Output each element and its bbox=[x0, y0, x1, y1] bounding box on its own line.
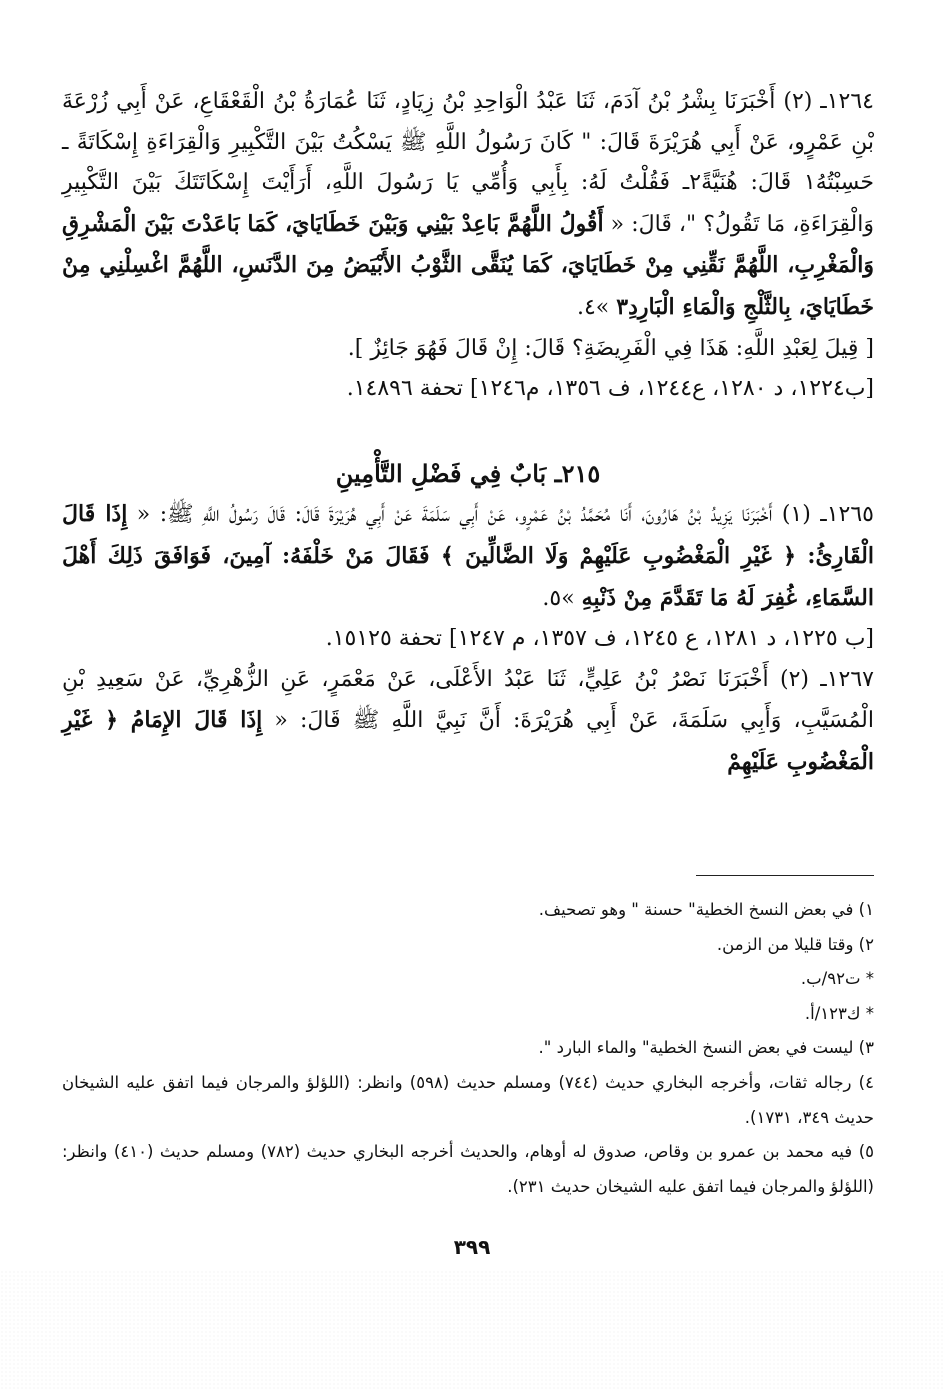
hadith-1264-narration: ١٢٦٤ـ (٢) أَخْبَرَنَا بِشْرُ بْنُ آدَمَ، ثَنَا عَبْدُ الْوَاحِدِ بْنُ زِيَادٍ، ثَنَا عُمَارَةُ بْنُ الْقَعْقَاعِ، عَنْ أَبِي زُرْعَةَ بْنِ عَمْرٍو، عَنْ أَبِي هُرَيْرَةَ قَالَ: " كَانَ رَسُولُ اللَّهِ ﷺ يَسْكُتُ بَيْنَ التَّكْبِيرِ وَالْقِرَاءَةِ إِسْكَاتَةً ـ حَسِبْتُهُ١ قَالَ: هُنَيَّةً٢ـ فَقُلْتُ لَهُ: بِأَبِي وَأُمِّي يَا رَسُولَ اللَّهِ، أَرَأَيْتَ إِسْكَاتَتَكَ بَيْنَ التَّكْبِيرِ وَالْقِرَاءَةِ، مَا تَقُولُ؟ "، قَالَ: « bbox=[62, 89, 874, 237]
hadith-1265 bbox=[62, 494, 874, 619]
hadith-1265-prophetic-text: إِذَا قَالَ الْقَارِئُ: ﴿ غَيْرِ الْمَغْضُوبِ عَلَيْهِمْ وَلَا الضَّالِّينَ ﴾ فَقَالَ مَنْ خَلْفَهُ: آمِينَ، فَوَافَقَ ذَلِكَ أَهْلَ السَّمَاءِ، غُفِرَ لَهُ مَا تَقَدَّمَ مِنْ ذَنْبِهِ bbox=[62, 501, 874, 611]
paper-texture bbox=[0, 1270, 944, 1390]
hadith-1264 bbox=[62, 82, 874, 329]
page-number: ٣٩٩ bbox=[453, 1235, 491, 1259]
hadith-1265-narration: ١٢٦٥ـ (١) أَخْبَرَنَا يَزِيدُ بْنُ هَارُونَ، أَنَا مُحَمَّدُ بْنُ عَمْرٍو، عَنْ أَبِي سَلَمَةَ عَنْ أَبِي هُرَيْرَةَ قَالَ: قَالَ رَسُولُ اللَّهِ ﷺ: « bbox=[127, 502, 874, 528]
footnote-divider bbox=[696, 875, 874, 876]
chapter-title: ٢١٥ـ بَابٌ فِي فَضْلِ التَّأْمِينِ bbox=[335, 458, 601, 488]
reference-1265: [ب ١٢٢٥، د ١٢٨١، ع ١٢٤٥، ف ١٣٥٧، م ١٢٤٧] تحفة ١٥١٢٥. bbox=[325, 626, 874, 652]
footnote-3: ٣) ليست في بعض النسخ الخطية" والماء البارد ". bbox=[538, 1038, 874, 1058]
footnote-1: ١) في بعض النسخ الخطية" حسنة " وهو تصحيف. bbox=[538, 900, 874, 919]
footnote-2: ٢) وقتا قليلا من الزمن. bbox=[716, 934, 874, 954]
footnote-manuscript-t: * ت٩٢/ب. bbox=[800, 969, 874, 989]
footnotes bbox=[62, 893, 874, 1204]
question-note: [ قِيلَ لِعَبْدِ اللَّهِ: هَذَا فِي الْفَرِيضَةِ؟ قَالَ: إِنْ قَالَ فَهُوَ جَائِزٌ ]. bbox=[347, 335, 874, 361]
hadith-1267-narration: ١٢٦٧ـ (٢) أَخْبَرَنَا نَصْرُ بْنُ عَلِيٍّ، ثَنَا عَبْدُ الأَعْلَى، عَنْ مَعْمَرٍ، عَنِ الزُّهْرِيِّ، عَنْ سَعِيدِ بْنِ الْمُسَيَّبِ، وَأَبِي سَلَمَةَ، عَنْ أَبِي هُرَيْرَةَ: أَنَّ نَبِيَّ اللَّهِ ﷺ قَالَ: « bbox=[62, 666, 874, 734]
hadith-1264-prophetic-text: أَقُولُ اللَّهُمَّ بَاعِدْ بَيْنِي وَبَيْنَ خَطَايَايَ، كَمَا بَاعَدْتَ بَيْنَ الْمَشْرِقِ وَالْمَغْرِبِ، اللَّهُمَّ نَقِّنِي مِنْ خَطَايَايَ، كَمَا يُنَقَّى الثَّوْبُ الأَبْيَضُ مِنَ الدَّنَسِ، اللَّهُمَّ اغْسِلْنِي مِنْ خَطَايَايَ، بِالثَّلْجِ وَالْمَاءِ الْبَارِدِ٣ bbox=[62, 210, 874, 320]
section-gap bbox=[62, 410, 874, 454]
reference-1264: [ب١٢٢٤، د ١٢٨٠، ع١٢٤٤، ف ١٣٥٦، م١٢٤٦] تحفة ١٤٨٩٦. bbox=[346, 376, 874, 402]
main-text bbox=[62, 82, 874, 784]
hadith-1264-ending: »٤. bbox=[576, 294, 617, 320]
footnote-manuscript-k: * ك١٢٣/أ. bbox=[804, 1003, 874, 1023]
hadith-1267-prophetic-text: إِذَا قَالَ الإِمَامُ ﴿ غَيْرِ الْمَغْضُوبِ عَلَيْهِمْ bbox=[62, 707, 874, 775]
hadith-1265-ending: »٥. bbox=[542, 585, 582, 611]
hadith-1267 bbox=[62, 660, 874, 784]
footnote-5: ٥) فيه محمد بن عمرو بن وقاص، صدوق له أوهام، والحديث أخرجه البخاري حديث (٧٨٢) ومسلم حديث (٤١٠) وانظر: (اللؤلؤ والمرجان فيما اتفق عليه الشيخان حديث ٢٣١). bbox=[62, 1142, 875, 1196]
footnote-4: ٤) رجاله ثقات، وأخرجه البخاري حديث (٧٤٤) ومسلم حديث (٥٩٨) وانظر: (اللؤلؤ والمرجان فيما اتفق عليه الشيخان حديث ٣٤٩، ١٧٣١). bbox=[62, 1072, 874, 1127]
